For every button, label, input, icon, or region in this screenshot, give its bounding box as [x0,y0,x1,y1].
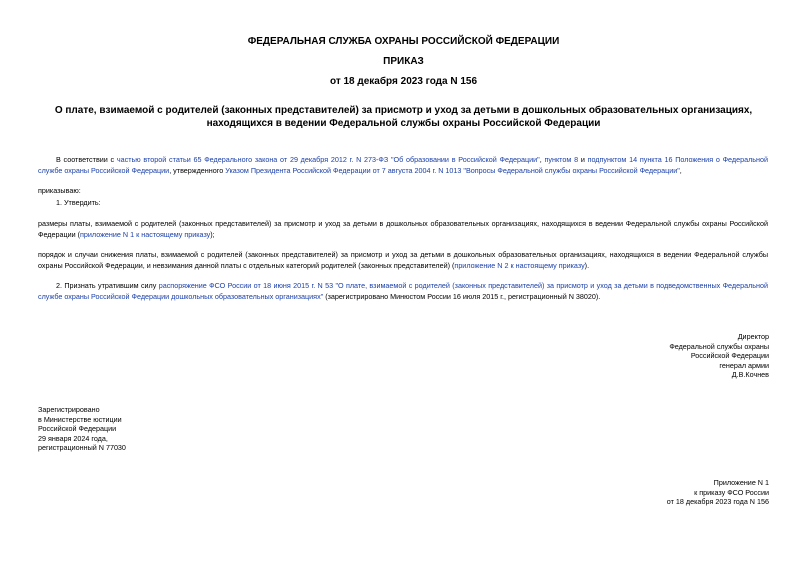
document-title: О плате, взимаемой с родителей (законных представителей) за присмотр и уход за детьми в дошкольных образовательных организациях, находящихся в ведении Федеральной службы охраны Российской Федерации [54,105,753,129]
order-word: приказываю: [38,186,81,195]
signature-agency: Федеральной службы охраны [669,341,769,351]
subitem-2-end: ). [584,261,590,270]
item-2-end: (зарегистрировано Минюстом России 16 июля 2015 г., регистрационный N 38020). [323,292,601,301]
regulation-link[interactable]: подпунктом 14 пункта 16 Положения о Федеральной службе охраны Российской Федерации [38,155,768,175]
preamble-end: , [679,166,682,175]
signature-rank: генерал армии [719,360,769,370]
subitem-1-paragraph [38,218,768,240]
date-number-heading: от 18 декабря 2023 года N 156 [329,76,478,87]
preamble-and: и [578,155,588,164]
decree-1013-link[interactable]: Указом Президента Российской Федерации от 7 августа 2004 г. N 1013 "Вопросы Федеральной службы охраны Российской Федерации" [225,166,680,175]
appendix-date: от 18 декабря 2023 года N 156 [666,497,769,507]
registration-block [38,405,126,453]
subitem-2-text: порядок и случаи снижения платы, взимаемой с родителей (законных представителей) за присмотр и уход за детьми в дошкольных образовательных организациях, находящихся в ведении Федеральной службы охраны Российской Федерации, и невзимания данной платы с отдельных категорий родителей (законных представителей) ( [38,250,768,270]
preamble-sep: , [539,155,545,164]
signature-position: Директор [737,332,769,341]
preamble-approved: , утвержденного [169,166,226,175]
preamble-paragraph [38,154,768,176]
item-2-paragraph [38,280,768,302]
appendix-number: Приложение N 1 [713,478,769,487]
agency-heading: ФЕДЕРАЛЬНАЯ СЛУЖБА ОХРАНЫ РОССИЙСКОЙ ФЕДЕРАЦИИ [247,36,560,47]
doc-type-heading: ПРИКАЗ [383,56,424,67]
signature-name: Д.В.Кочнев [731,370,769,380]
registration-number: регистрационный N 77030 [38,443,126,453]
registration-line-3: Российской Федерации [38,424,117,434]
signature-block [669,332,769,380]
item-2-text: 2. Признать утратившим силу [56,281,159,290]
order-53-link[interactable]: распоряжение ФСО России от 18 июня 2015 г. N 53 "О плате, взимаемой с родителей (законных представителей) за присмотр и уход за детьми в подведомственных Федеральной службе охраны Российской Федерации дошкольных образовательных организациях" [38,281,768,301]
subitem-1-end: ); [210,230,215,239]
preamble-text: В соответствии с [56,155,117,164]
point-8-link[interactable]: пунктом 8 [544,155,579,164]
subitem-2-paragraph [38,249,768,271]
appendix-2-link[interactable]: приложение N 2 к настоящему приказу [454,261,585,270]
appendix-heading-block [667,478,769,507]
registration-date: 29 января 2024 года, [38,433,108,443]
registration-line-2: в Министерстве юстиции [38,414,122,424]
item-1: 1. Утвердить: [56,198,101,207]
signature-country: Российской Федерации [690,351,769,361]
registration-line-1: Зарегистрировано [38,405,100,414]
subitem-1-text: размеры платы, взимаемой с родителей (законных представителей) за присмотр и уход за детьми в дошкольных образовательных организациях, находящихся в ведении Федеральной службы охраны Российской Федерации ( [38,219,768,239]
appendix-ref: к приказу ФСО России [694,487,769,497]
law-273-link[interactable]: частью второй статьи 65 Федерального закона от 29 декабря 2012 г. N 273-ФЗ "Об образовании в Российской Федерации" [116,155,540,164]
appendix-1-link[interactable]: приложение N 1 к настоящему приказу [80,230,211,239]
